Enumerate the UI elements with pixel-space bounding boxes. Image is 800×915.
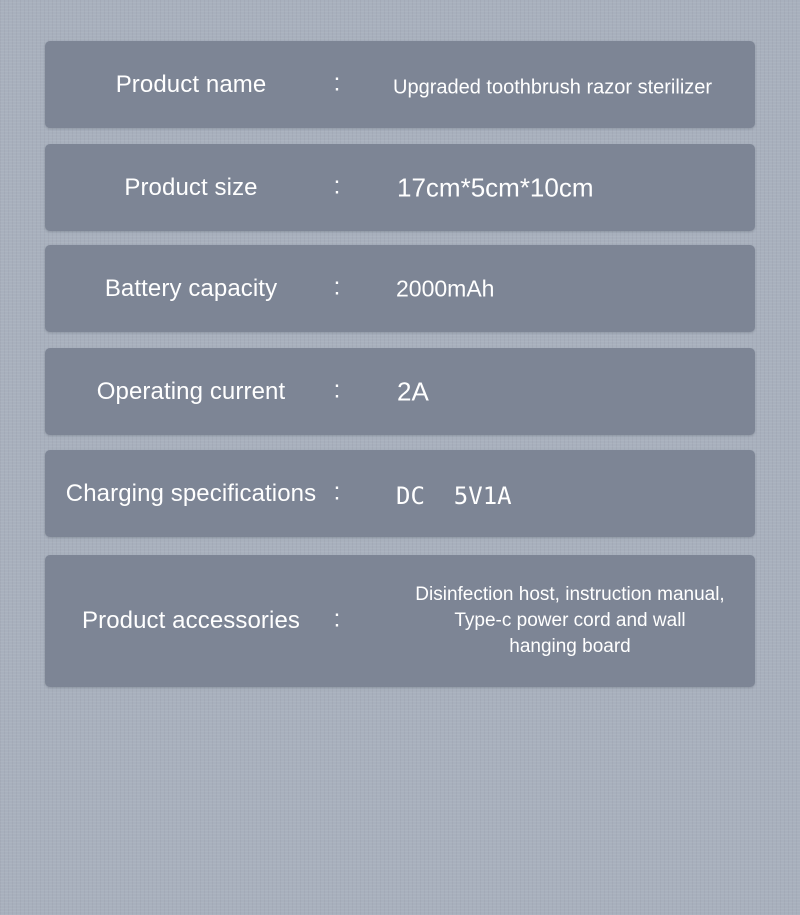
spec-colon: : xyxy=(333,171,341,199)
spec-value: DC 5V1A xyxy=(396,481,512,510)
spec-label: Battery capacity xyxy=(104,274,278,302)
spec-row-product-accessories xyxy=(45,555,755,687)
spec-row-operating-current xyxy=(45,348,755,435)
spec-colon: : xyxy=(333,375,341,403)
spec-colon: : xyxy=(333,272,341,300)
spec-label: Charging specifications xyxy=(65,479,317,507)
spec-label: Operating current xyxy=(96,377,286,405)
spec-colon: : xyxy=(333,68,341,96)
spec-value-line: Type-c power cord and wall xyxy=(454,610,686,631)
spec-value-line: hanging board xyxy=(509,636,631,657)
spec-row-product-size xyxy=(45,144,755,231)
spec-label: Product accessories xyxy=(82,607,300,634)
spec-value: 17cm*5cm*10cm xyxy=(397,172,594,202)
spec-value xyxy=(385,582,755,660)
spec-row-product-name xyxy=(45,41,755,128)
spec-colon: : xyxy=(333,477,341,505)
spec-row-charging-specifications xyxy=(45,450,755,537)
spec-label: Product size xyxy=(124,173,258,201)
spec-value: Upgraded toothbrush razor sterilizer xyxy=(393,76,713,98)
spec-value-line: Disinfection host, instruction manual, xyxy=(415,584,725,605)
spec-row-battery-capacity xyxy=(45,245,755,332)
spec-colon: : xyxy=(333,605,341,633)
spec-value: 2A xyxy=(397,376,429,406)
spec-value: 2000mAh xyxy=(396,275,495,301)
spec-label: Product name xyxy=(115,70,267,98)
